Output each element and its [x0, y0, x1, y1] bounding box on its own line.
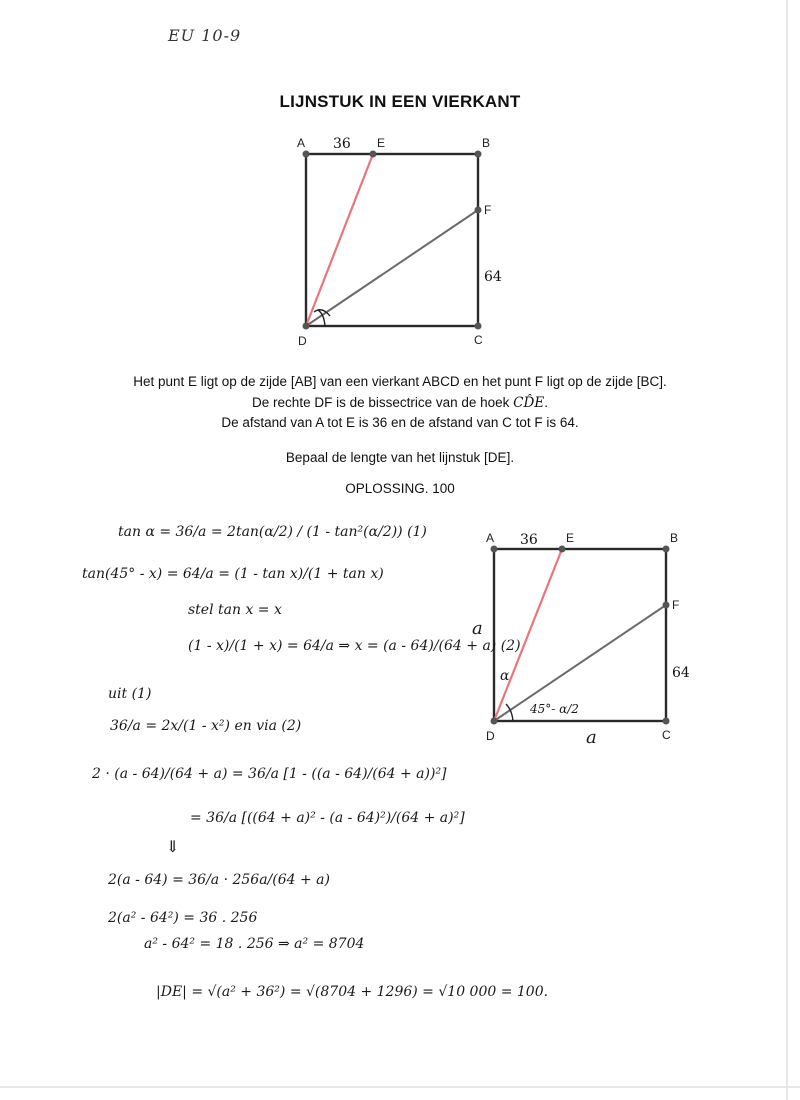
- solution-line-12: a² - 64² = 18 . 256 ⇒ a² = 8704: [144, 936, 365, 952]
- solution-line-4: (1 - x)/(1 + x) = 64/a ⇒ x = (a - 64)/(64 + a) (2): [188, 638, 521, 654]
- label-a-solution: A: [486, 531, 495, 545]
- solution-line-6: 36/a = 2x/(1 - x²) en via (2): [110, 718, 302, 734]
- label-b: B: [482, 136, 491, 150]
- solution-line-13: |DE| = √(a² + 36²) = √(8704 + 1296) = √10 000 = 100.: [156, 984, 549, 1000]
- solution-line-1: tan α = 36/a = 2tan(α/2) / (1 - tan²(α/2)) (1): [118, 524, 427, 540]
- label-f: F: [484, 203, 492, 217]
- label-cf-length: 64: [484, 269, 502, 285]
- label-c: C: [474, 333, 483, 347]
- solution-line-5: uit (1): [108, 686, 152, 702]
- statement-line-2-prefix: De rechte DF is de bissectrice van de hoek: [252, 394, 514, 410]
- label-e-solution: E: [566, 531, 575, 545]
- solution-line-2: tan(45° - x) = 64/a = (1 - tan x)/(1 + tan x): [82, 566, 384, 582]
- statement-line-3: De afstand van A tot E is 36 en de afstand van C tot F is 64.: [221, 415, 579, 430]
- label-b-solution: B: [670, 531, 679, 545]
- label-f-solution: F: [672, 598, 680, 612]
- label-alpha: α: [500, 668, 510, 684]
- label-d-solution: D: [486, 729, 495, 743]
- problem-question: Bepaal de lengte van het lijnstuk [DE].: [285, 450, 515, 465]
- statement-line-1: Het punt E ligt op de zijde [AB] van een vierkant ABCD en het punt F ligt op de zijde [BC].: [133, 374, 667, 389]
- label-cf-length-solution: 64: [672, 665, 690, 681]
- label-e: E: [377, 136, 386, 150]
- label-d: D: [298, 334, 307, 348]
- problem-answer: OPLOSSING. 100: [345, 481, 455, 496]
- solution-line-11: 2(a² - 64²) = 36 . 256: [108, 910, 258, 926]
- label-c-solution: C: [662, 728, 671, 742]
- solution-line-7: 2 · (a - 64)/(64 + a) = 36/a [1 - ((a - 64)/(64 + a))²]: [92, 766, 447, 782]
- label-ae-length-solution: 36: [520, 532, 538, 548]
- solution-line-9: ⇓: [166, 837, 180, 856]
- label-ae-length: 36: [333, 136, 351, 152]
- solution-line-3: stel tan x = x: [188, 602, 282, 618]
- statement-line-2-suffix: .: [544, 394, 548, 410]
- label-a: A: [297, 136, 306, 150]
- solution-line-8: = 36/a [((64 + a)² - (a - 64)²)/(64 + a)²]: [190, 810, 465, 826]
- page-title: LIJNSTUK IN EEN VIERKANT: [279, 92, 521, 111]
- angle-cde: CD̂E: [513, 394, 545, 411]
- solution-line-10: 2(a - 64) = 36/a · 256a/(64 + a): [108, 872, 330, 888]
- label-half-angle: 45°- α/2: [530, 702, 579, 716]
- label-side-a-bottom: a: [586, 727, 597, 748]
- label-side-a-left: a: [472, 618, 483, 639]
- exercise-code: EU 10-9: [168, 26, 242, 45]
